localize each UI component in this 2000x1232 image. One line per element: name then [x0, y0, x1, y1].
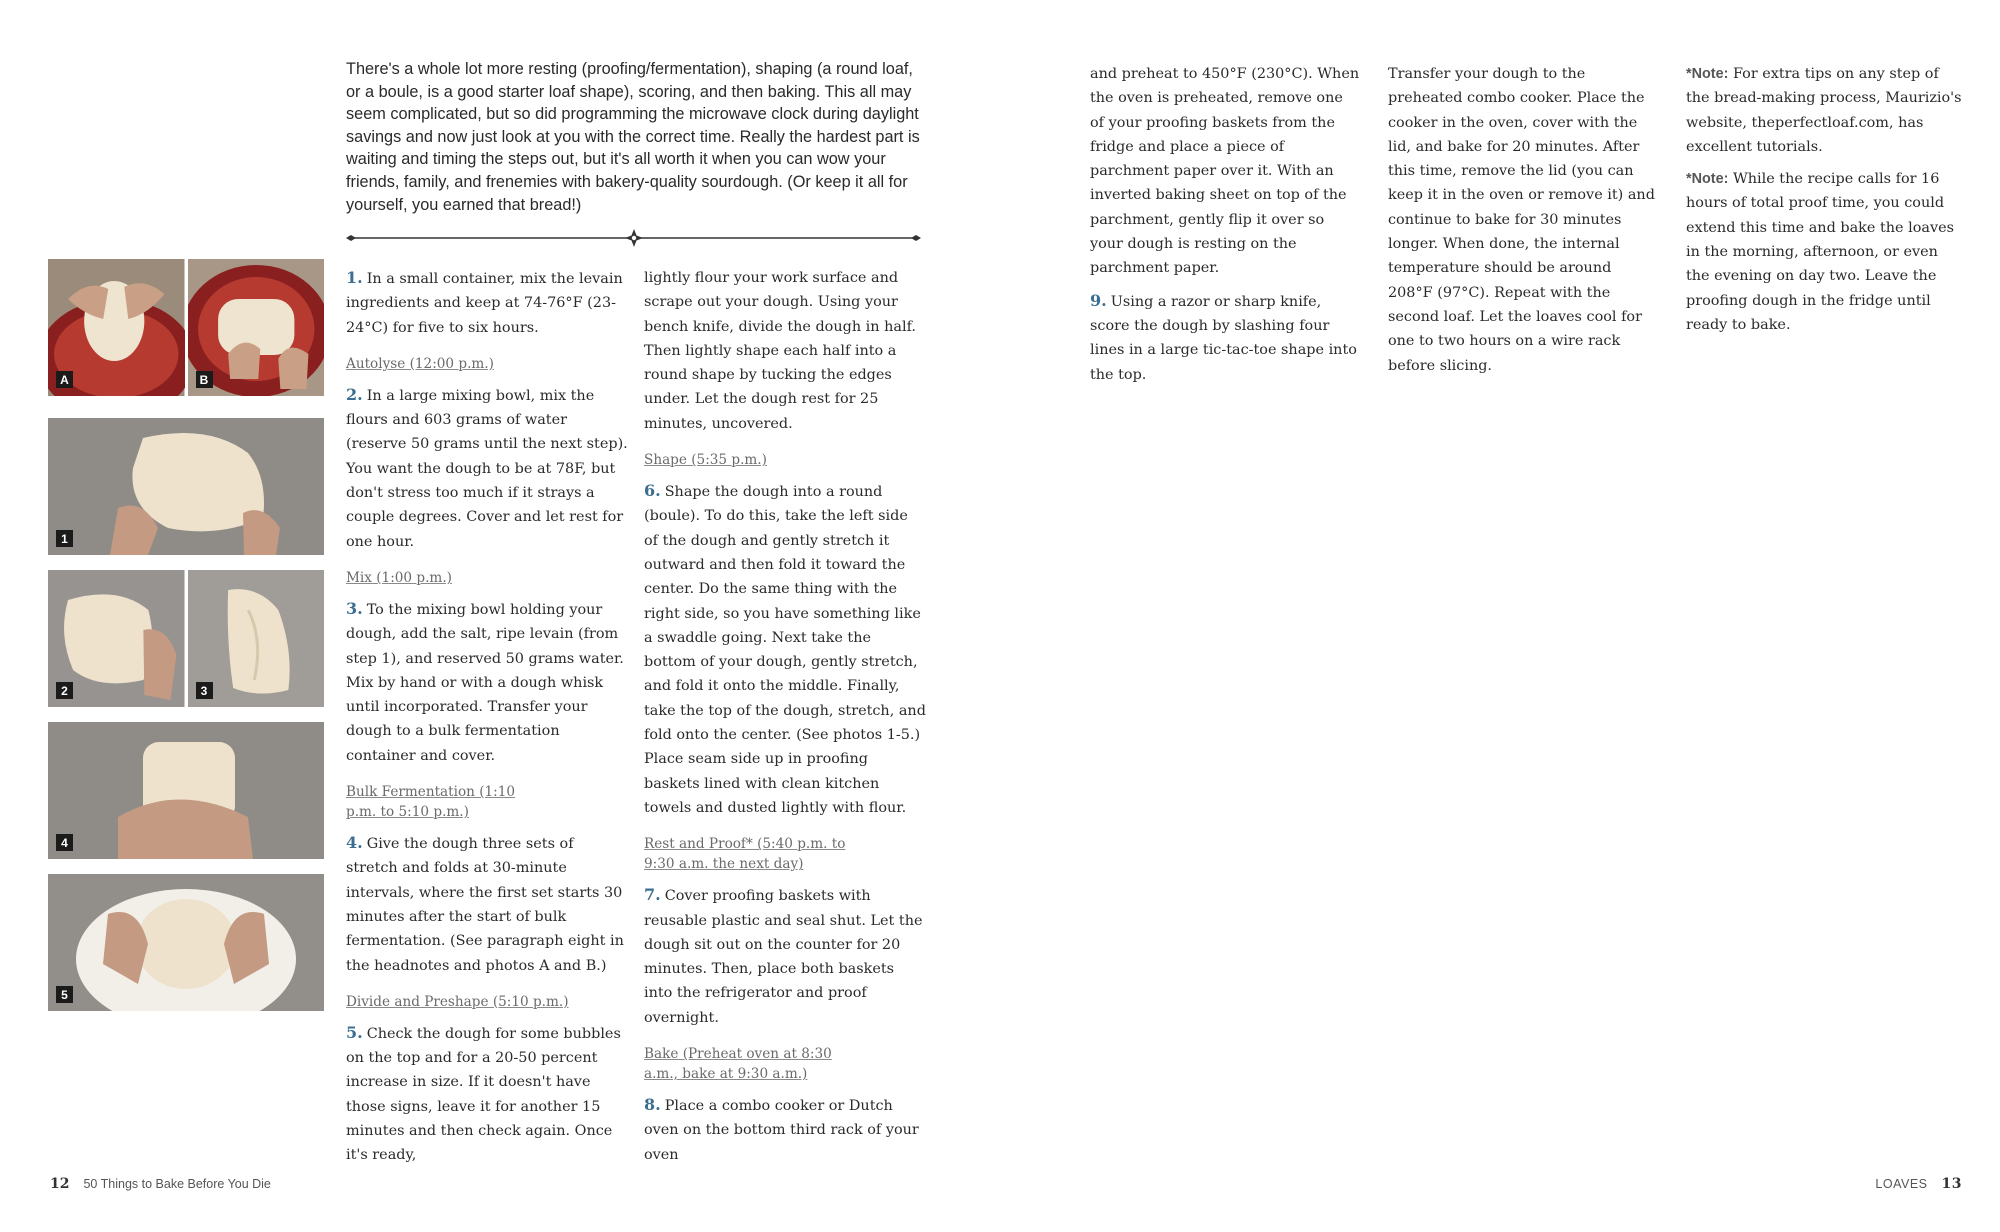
step-text: To the mixing bowl holding your dough, add the salt, ripe levain (from step 1), and reserved 50 grams water. Mix by hand or with a dough whisk until incorporated. Transfer your dough to a bulk fermentation container and cover. — [346, 601, 624, 764]
step-3 — [346, 597, 628, 768]
heading-mix: Mix (1:00 p.m.) — [346, 569, 452, 586]
heading-divide-preshape: Divide and Preshape (5:10 p.m.) — [346, 993, 569, 1010]
notes-column — [1686, 62, 1964, 345]
photo-a — [48, 259, 185, 396]
page-number-left: 12 — [50, 1176, 70, 1192]
section-title: LOAVES — [1875, 1177, 1928, 1191]
step-text: In a small container, mix the levain ingredients and keep at 74-76°F (23-24°C) for five to six hours. — [346, 271, 623, 336]
step-number: 6. — [644, 481, 661, 501]
intro-paragraph: There's a whole lot more resting (proofing/fermentation), shaping (a round loaf, or a boule, is a good starter loaf shape), scoring, and then baking. This all may seem complicated, but so did programming the microwave clock during daylight savings and now just look at you with the correct time. Really the hardest part is waiting and timing the steps out, but it's all worth it when you can wow your friends, family, and frenemies with bakery-quality sourdough. (Or keep it all for yourself, you earned that bread!) — [346, 60, 920, 214]
step-1 — [346, 266, 628, 340]
note-1 — [1686, 62, 1964, 159]
step-9-continued: Transfer your dough to the preheated combo cooker. Place the cooker in the oven, cover with the lid, and bake for 20 minutes. After this time, remove the lid (you can keep it in the oven or remove it) and continue to bake for 30 minutes longer. When done, the internal temperature should be around 208°F (97°C). Repeat with the second loaf. Let the loaves cool for one to two hours on a wire rack before slicing. — [1388, 66, 1655, 374]
step-number: 8. — [644, 1095, 661, 1115]
recipe-column-3 — [1090, 62, 1360, 395]
photo-label: 3 — [196, 682, 213, 699]
step-number: 9. — [1090, 290, 1107, 310]
step-text: Place a combo cooker or Dutch oven on the bottom third rack of your oven — [644, 1098, 919, 1163]
photo-5 — [48, 874, 324, 1011]
step-6 — [644, 479, 926, 820]
step-2 — [346, 383, 628, 554]
note-label: *Note: — [1686, 171, 1729, 188]
photo-label: B — [196, 371, 213, 388]
step-7 — [644, 883, 926, 1030]
step-8 — [644, 1093, 926, 1167]
photo-label: 2 — [56, 682, 73, 699]
step-text: Using a razor or sharp knife, score the dough by slashing four lines in a large tic-tac-toe shape into the top. — [1090, 293, 1357, 383]
step-4 — [346, 831, 628, 978]
photo-b — [188, 259, 325, 396]
note-label: *Note: — [1686, 66, 1729, 82]
dough-fold-middle-image — [48, 722, 324, 859]
photo-3 — [188, 570, 325, 707]
photo-label: 1 — [56, 530, 73, 547]
step-number: 5. — [346, 1022, 363, 1042]
photo-label: 4 — [56, 834, 73, 851]
step-5-continued: lightly flour your work surface and scrape out your dough. Using your bench knife, divide the dough in half. Then lightly shape each half into a round shape by tucking the edges under. Let the dough rest for 25 minutes, uncovered. — [644, 270, 916, 432]
step-text: Shape the dough into a round (boule). To do this, take the left side of the dough and gently stretch it outward and then fold it toward the center. Do the same thing with the right side, so you have something like a swaddle going. Next take the bottom of your dough, gently stretch, and fold it onto the middle. Finally, take the top of the dough, stretch, and fold onto the center. (See photos 1-5.) Place seam side up in proofing baskets lined with clean kitchen towels and dusted lightly with flour. — [644, 484, 926, 816]
photo-label: 5 — [56, 986, 73, 1003]
step-text: Give the dough three sets of stretch and folds at 30-minute intervals, where the first set starts 30 minutes after the start of bulk fermentation. (See paragraph eight in the headnotes and photos A and B.) — [346, 836, 624, 974]
recipe-column-2 — [644, 266, 926, 1181]
photo-label: A — [56, 371, 73, 388]
step-number: 7. — [644, 885, 661, 905]
step-number: 1. — [346, 268, 363, 287]
step-5 — [346, 1021, 628, 1168]
note-2 — [1686, 167, 1964, 337]
recipe-column-1 — [346, 266, 628, 1182]
book-title: 50 Things to Bake Before You Die — [83, 1177, 271, 1191]
recipe-column-4 — [1388, 62, 1658, 386]
heading-autolyse: Autolyse (12:00 p.m.) — [346, 355, 494, 372]
photo-1 — [48, 418, 324, 555]
step-number: 4. — [346, 833, 363, 853]
step-number: 3. — [346, 598, 363, 618]
heading-bulk-fermentation: Bulk Fermentation (1:10 p.m. to 5:10 p.m.) — [346, 784, 516, 821]
footer-left — [50, 1176, 271, 1192]
step-number: 2. — [346, 384, 363, 404]
dough-stretch-left-image — [48, 418, 324, 555]
step-text: In a large mixing bowl, mix the flours and 603 grams of water (reserve 50 grams until the next step). You want the dough to be at 78F, but don't stress too much if it strays a couple degrees. Cover and let rest for one hour. — [346, 387, 628, 550]
heading-bake: Bake (Preheat oven at 8:30 a.m., bake at 9:30 a.m.) — [644, 1046, 832, 1083]
heading-rest-proof: Rest and Proof* (5:40 p.m. to 9:30 a.m. the next day) — [644, 836, 846, 873]
step-text: Cover proofing baskets with reusable plastic and seal shut. Let the dough sit out on the counter for 20 minutes. Then, place both baskets into the refrigerator and proof overnight. — [644, 888, 923, 1026]
page-number-right: 13 — [1941, 1176, 1962, 1192]
step-8-continued: and preheat to 450°F (230°C). When the oven is preheated, remove one of your proofing baskets from the fridge and place a piece of parchment paper over it. With an inverted baking sheet on top of the parchment, gently flip it over so your dough is resting on the parchment paper. — [1090, 66, 1360, 277]
footer-right — [1875, 1176, 1962, 1192]
note-text: For extra tips on any step of the bread-making process, Maurizio's website, theperfectloaf.com, has excellent tutorials. — [1686, 66, 1962, 155]
ornamental-divider — [346, 228, 921, 248]
heading-shape: Shape (5:35 p.m.) — [644, 452, 767, 469]
note-text: While the recipe calls for 16 hours of total proof time, you could extend this time and bake the loaves in the morning, afternoon, or even the evening on day two. Leave the proofing dough in the fridge until ready to bake. — [1686, 171, 1954, 333]
dough-round-basket-image — [48, 874, 324, 1011]
step-9 — [1090, 289, 1360, 387]
photo-4 — [48, 722, 324, 859]
step-text: Check the dough for some bubbles on the top and for a 20-50 percent increase in size. If it doesn't have those signs, leave it for another 15 minutes and then check again. Once it's ready, — [346, 1025, 621, 1164]
photo-2 — [48, 570, 185, 707]
